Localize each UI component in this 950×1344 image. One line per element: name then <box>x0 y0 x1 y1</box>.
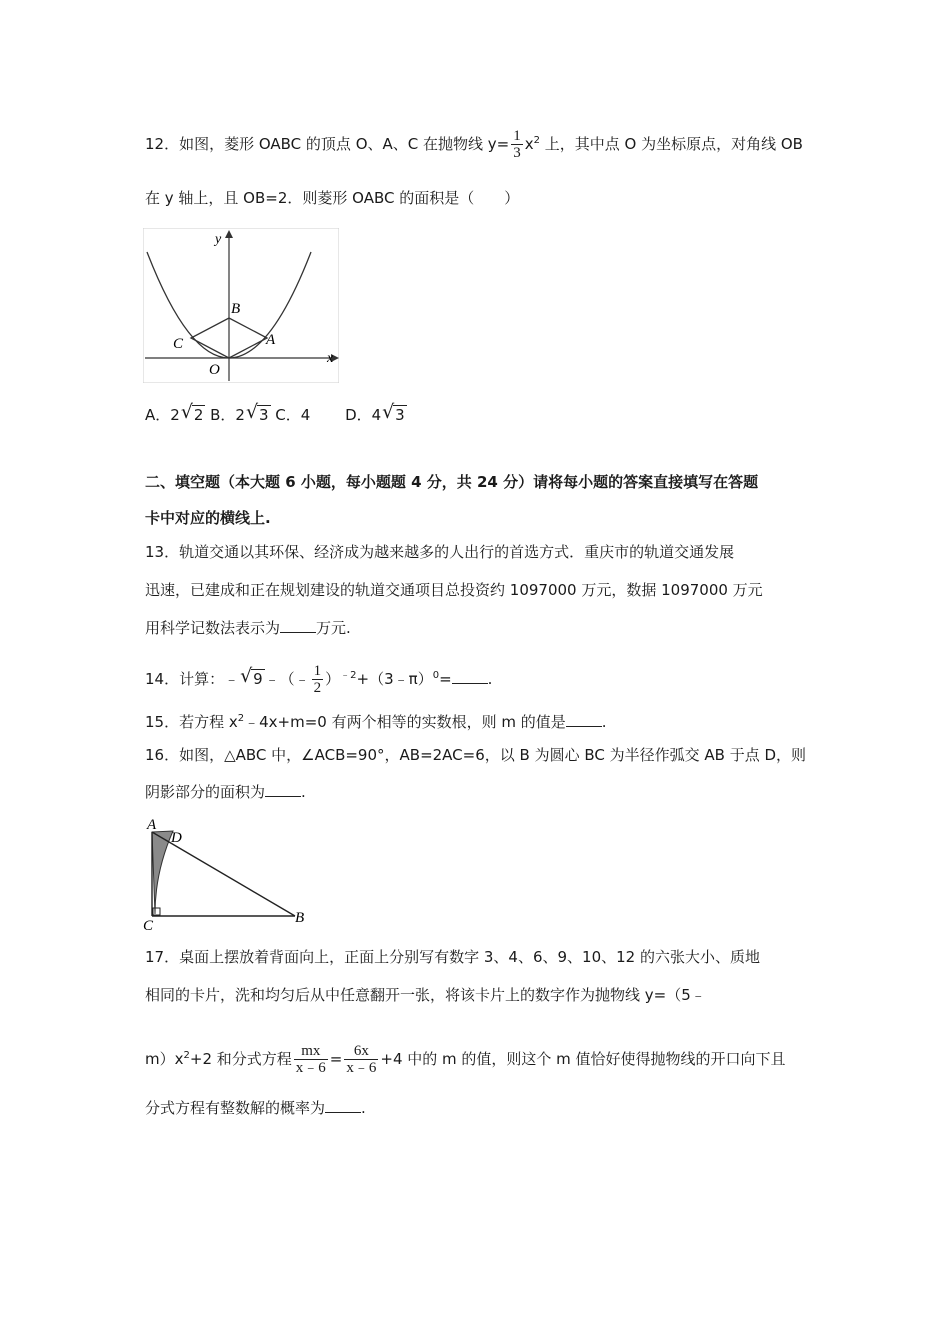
shaded-region <box>152 831 173 914</box>
label-b: B <box>231 301 241 317</box>
label-x: x <box>327 351 334 366</box>
answer-blank <box>280 618 316 633</box>
q12-line2: 在 y 轴上，且 OB=2．则菱形 OABC 的面积是（ ） <box>145 189 520 207</box>
triangle-arc-figure <box>143 814 309 934</box>
q14-fraction: $\frac{1}{2}$ <box>313 663 322 696</box>
label-d: D <box>171 830 182 846</box>
q17-line3: $m)x^2+2$ 和分式方程 $\frac{mx}{x﹣6}$ = $\frac{6x}{x﹣6}$ +4 中的 m 的值，则这个 m 值恰好使得抛物线的开口向下且 <box>145 1043 786 1076</box>
sqrt-3-d: √ 3 <box>383 405 407 425</box>
label-b: B <box>295 910 305 926</box>
label-a: A <box>266 332 276 348</box>
q17-fraction-2: $\frac{6x}{x﹣6}$ <box>346 1043 377 1076</box>
sqrt-3-b: √ 3 <box>247 405 271 425</box>
section2-heading-line1: 二、填空题（本大题 6 小题，每小题题 4 分，共 24 分）请将每小题的答案直接填写在答题 <box>145 473 759 491</box>
q13-line2: 迅速，已建成和正在规划建设的轨道交通项目总投资约 1097000 万元，数据 1097000 万元 <box>145 581 763 599</box>
q13-line3: 用科学记数法表示为 万元. <box>145 619 351 637</box>
q12-line1: 12．如图，菱形 OABC 的顶点 O、A、C 在抛物线 y= $\frac{1}{3}$ $x^2$ 上，其中点 O 为坐标原点，对角线 OB <box>145 128 803 161</box>
q14-line: 14．计算：﹣√ 9 ﹣（﹣ $\frac{1}{2}$ ）$^{﹣2}$+（3﹣π）$^0$= . <box>145 663 492 696</box>
sqrt-9: √ 9 <box>241 669 265 689</box>
answer-blank <box>325 1098 361 1113</box>
answer-blank <box>265 782 301 797</box>
answer-blank <box>452 669 488 684</box>
q17-line1: 17．桌面上摆放着背面向上，正面上分别写有数字 3、4、6、9、10、12 的六张大小、质地 <box>145 948 760 966</box>
q17-line4: 分式方程有整数解的概率为 . <box>145 1099 366 1117</box>
q17-fraction-1: $\frac{mx}{x﹣6}$ <box>295 1043 326 1076</box>
sqrt-2: √ 2 <box>182 405 206 425</box>
label-o: O <box>209 362 220 378</box>
section2-heading-line2: 卡中对应的横线上. <box>145 509 271 527</box>
q16-line1: 16．如图，△ABC 中，∠ACB=90°，AB=2AC=6，以 B 为圆心 BC 为半径作弧交 AB 于点 D，则 <box>145 746 807 764</box>
label-c: C <box>173 336 184 352</box>
q12-options: A．2√ 2 B．2√ 3 C．4 D．4√ 3 <box>145 405 407 425</box>
q13-line1: 13．轨道交通以其环保、经济成为越来越多的人出行的首选方式．重庆市的轨道交通发展 <box>145 543 735 561</box>
q12-fraction: $\frac{1}{3}$ <box>513 128 521 161</box>
label-y: y <box>215 232 222 247</box>
q16-line2: 阴影部分的面积为 . <box>145 783 306 801</box>
q17-line2: 相同的卡片，洗和均匀后从中任意翻开一张，将该卡片上的数字作为抛物线 y=（5﹣ <box>145 986 706 1004</box>
right-angle-mark <box>153 908 160 915</box>
q15-line: 15．若方程 $x^2﹣4x+m=0$ 有两个相等的实数根，则 m 的值是 . <box>145 713 607 731</box>
label-c: C <box>143 918 154 934</box>
figure-frame <box>143 228 339 383</box>
parabola-rhombus-figure <box>143 228 339 383</box>
label-a: A <box>147 817 157 833</box>
answer-blank <box>566 712 602 727</box>
